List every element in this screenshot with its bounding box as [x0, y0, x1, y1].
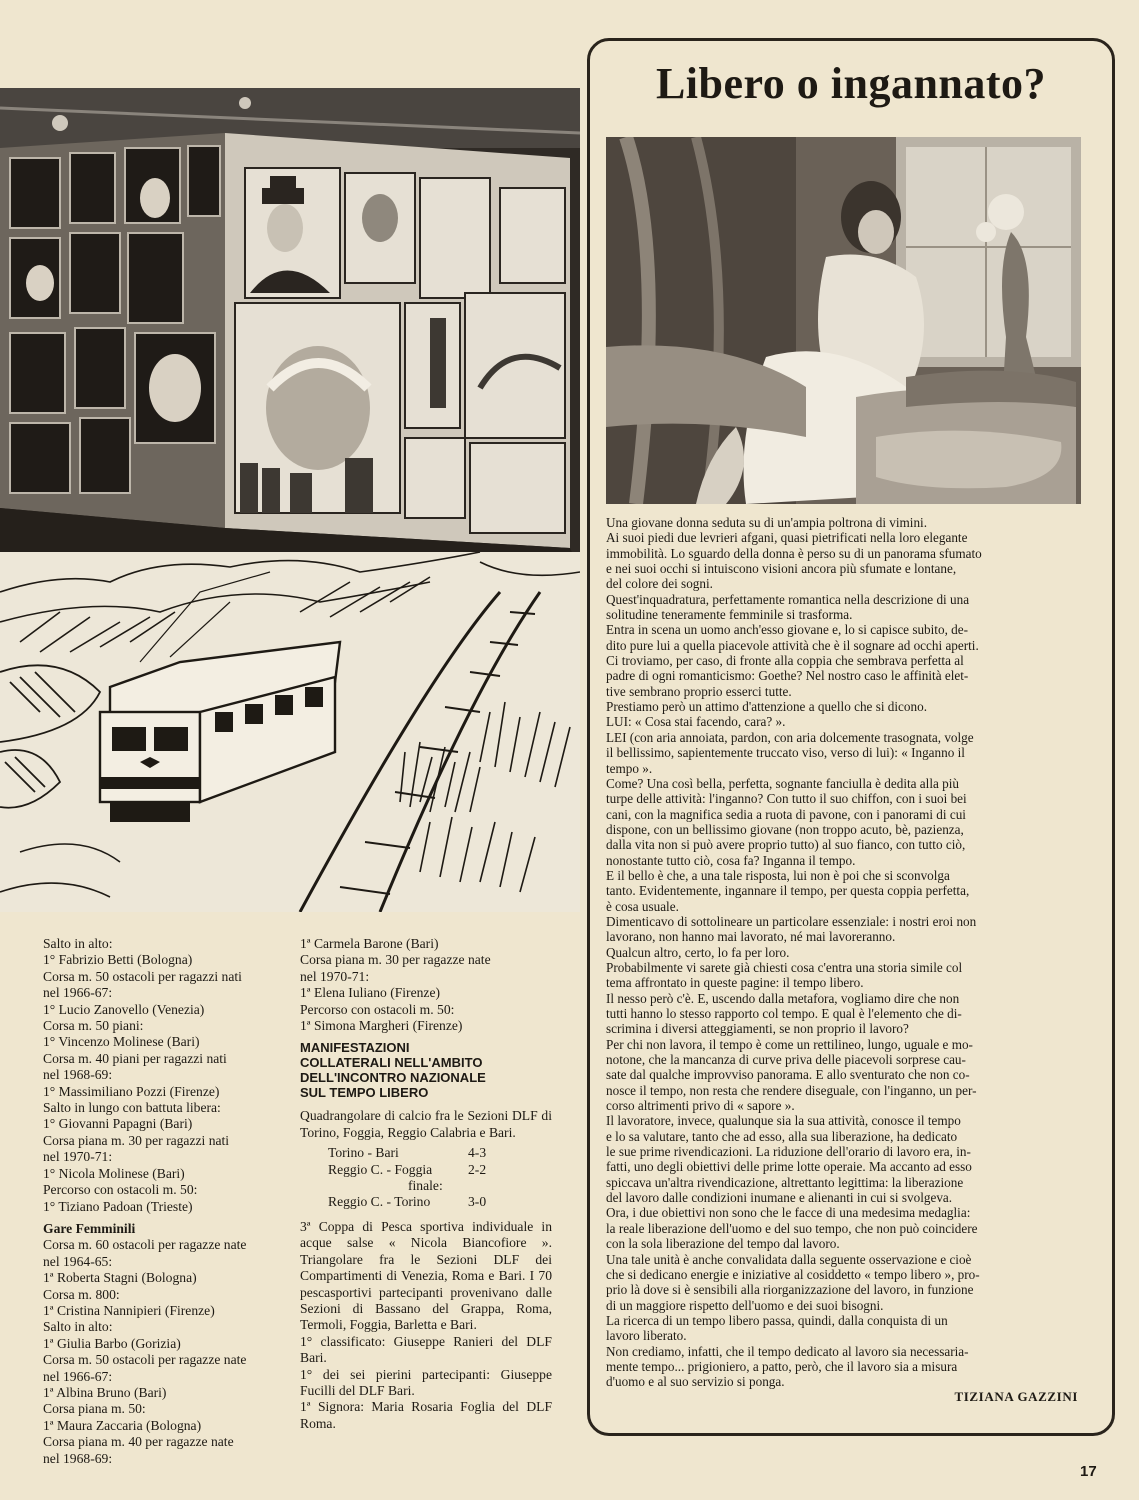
- match-score: 2-2: [468, 1161, 487, 1177]
- result-line: 1° Giovanni Papagni (Bari): [43, 1116, 193, 1132]
- result-line: nel 1968-69:: [43, 1450, 113, 1466]
- women-section-header: Gare Femminili: [43, 1220, 136, 1236]
- article-line: Ora, i due obiettivi non sono che le facce di una medesima medaglia:: [606, 1205, 971, 1221]
- result-line: 1° Nicola Molinese (Bari): [43, 1165, 185, 1181]
- article-line: Una giovane donna seduta su di un'ampia poltrona di vimini.: [606, 515, 928, 530]
- article-line: prio là dove si è sensibili alla riorganizzazione del lavoro, in funzione: [606, 1282, 974, 1298]
- winner-line: 1° classificato: Giuseppe Ranieri del DLF Bari.: [300, 1333, 552, 1366]
- article-line: le sue prime rivendicazioni. La riduzione dell'orario di lavoro era, in-: [606, 1144, 971, 1160]
- result-line: 1° Fabrizio Betti (Bologna): [43, 952, 193, 968]
- article-line: Probabilmente vi sarete già chiesti cosa c'entra una storia simile col: [606, 959, 963, 975]
- final-label: finale:: [408, 1178, 443, 1194]
- article-line: Una tale unità è anche convalidata dalla seguente osservazione e cioè: [606, 1251, 972, 1267]
- heading-line: MANIFESTAZIONI: [300, 1040, 410, 1056]
- result-line: 1ª Cristina Nannipieri (Firenze): [43, 1302, 215, 1318]
- article-line: tanto. Evidentemente, ingannare il tempo, per questa coppia perfetta,: [606, 883, 970, 899]
- article-body: [606, 515, 1081, 1390]
- article-line: d'uomo e al suo servizio si ponga.: [606, 1374, 785, 1390]
- result-line: 1° Vincenzo Molinese (Bari): [43, 1034, 200, 1050]
- article-line: padre di ogni romanticismo: Goethe? Nel nostro caso le affinità elet-: [606, 668, 969, 684]
- result-line: 1ª Simona Margheri (Firenze): [300, 1018, 463, 1034]
- article-line: tive sembrano proprio esserci tutte.: [606, 683, 792, 699]
- article-author: TIZIANA GAZZINI: [954, 1389, 1078, 1404]
- article-line: Non crediamo, infatti, che il tempo dedicato al lavoro sia necessaria-: [606, 1343, 969, 1359]
- winner-line: 1° dei sei pierini partecipanti: Giuseppe Fucilli del DLF Bari.: [300, 1366, 552, 1398]
- result-line: Corsa piana m. 30 per ragazzi nati: [43, 1132, 230, 1148]
- result-line: Corsa piana m. 40 per ragazze nate: [43, 1434, 234, 1450]
- football-intro: Quadrangolare di calcio fra le Sezioni DLF di Torino, Foggia, Reggio Calabria e Bari.: [300, 1108, 552, 1140]
- article-line: lavorano, non hanno mai lavorato, né mai lavoreranno.: [606, 929, 896, 945]
- painting-illustration: [606, 137, 1081, 504]
- article-line: LUI: « Cosa stai facendo, cara? ».: [606, 714, 786, 730]
- article-line: dispone, con un bellissimo giovane (non troppo acuto, bè, pazienza,: [606, 821, 964, 837]
- train-drawing: [0, 552, 580, 912]
- article-line: Il lavoratore, invece, qualunque sia la sua attività, conosce il tempo: [606, 1113, 961, 1129]
- result-line: 1ª Maura Zaccaria (Bologna): [43, 1417, 202, 1433]
- article-line: turpe delle attività: l'inganno? Con tutto il suo chiffon, con i suoi bei: [606, 791, 967, 807]
- result-line: nel 1966-67:: [43, 985, 113, 1001]
- match-score: 3-0: [468, 1194, 487, 1210]
- article-title: Libero o ingannato?: [655, 59, 1047, 108]
- result-line: Corsa m. 800:: [43, 1286, 120, 1302]
- match-teams: Reggio C. - Torino: [328, 1194, 431, 1210]
- bleed-through-text: [200, 2, 580, 32]
- result-line: 1ª Albina Bruno (Bari): [43, 1384, 167, 1400]
- match-teams: Reggio C. - Foggia: [328, 1161, 433, 1177]
- result-line: 1ª Elena Iuliano (Firenze): [300, 985, 441, 1001]
- result-line: nel 1966-67:: [43, 1368, 113, 1384]
- article-line: cani, con la magnifica sedia a ruota di pavone, con i panorami di cui: [606, 806, 966, 822]
- result-line: Corsa m. 60 ostacoli per ragazze nate: [43, 1237, 247, 1253]
- train-drawing-graphic: [0, 552, 580, 912]
- result-line: Percorso con ostacoli m. 50:: [300, 1001, 455, 1017]
- article-line: lavoro liberato.: [606, 1328, 687, 1344]
- article-line: Entra in scena un uomo anch'esso giovane e, lo si capisce subito, de-: [606, 622, 968, 638]
- article-line: spiccava un'altra rivendicazione, altrettanto legittima: la liberazione: [606, 1174, 964, 1190]
- article-line: nosce il tempo, non resta che rendere diseguale, con l'inganno, un per-: [606, 1082, 977, 1098]
- result-line: nel 1964-65:: [43, 1253, 113, 1269]
- article-line: Ai suoi piedi due levrieri afgani, quasi pietrificati nella loro elegante: [606, 530, 968, 546]
- article-line: e lo sa valutare, tanto che ad esso, alla sua liberazione, ha dedicato: [606, 1128, 958, 1144]
- article-line: sate dal qualche improvviso panorama. E allo sventurato che non co-: [606, 1067, 970, 1083]
- result-line: Corsa piana m. 30 per ragazze nate: [300, 952, 491, 968]
- result-line: 1° Tiziano Padoan (Trieste): [43, 1198, 193, 1214]
- result-line: Percorso con ostacoli m. 50:: [43, 1182, 198, 1198]
- article-line: solitudine teneramente femminile si trasforma.: [606, 607, 853, 623]
- article-line: di un maggiore rispetto dell'uomo e dei suoi bisogni.: [606, 1297, 884, 1313]
- result-line: Salto in alto:: [43, 1319, 113, 1335]
- article-line: dito pure lui a quella piacevole attività che è il sognare ad occhi aperti.: [606, 637, 979, 653]
- collateral-events-heading: [300, 1040, 552, 1100]
- winner-line: 1ª Signora: Maria Rosaria Foglia del DLF Roma.: [300, 1399, 552, 1431]
- result-line: Corsa m. 50 ostacoli per ragazzi nati: [43, 968, 242, 984]
- article-line: Qualcun altro, certo, lo fa per loro.: [606, 944, 790, 960]
- match-teams: Torino - Bari: [328, 1145, 399, 1161]
- article-line: il bellissimo, sapientemente truccato viso, verso di lui): « Inganno il: [606, 745, 965, 761]
- article-line: del lavoro dalle condizioni inumane e alienanti in cui si svolgeva.: [606, 1190, 953, 1206]
- match-row: [328, 1162, 552, 1178]
- article-line: Come? Una così bella, perfetta, sognante fanciulla è dedita alla più: [606, 775, 959, 791]
- results-column-1: [43, 936, 295, 1467]
- article-line: Prestiamo però un attimo d'attenzione a quello che si dicono.: [606, 699, 927, 715]
- fishing-text: 3ª Coppa di Pesca sportiva individuale in acque salse « Nicola Biancofiore ». Triangolare fra le Sezioni DLF dei Compartimenti di Venezia, Roma e Bari. I 70 pescasportivi partecipanti provenivano dalle Sezioni di Bassano del Grappa, Roma, Termoli, Foggia, Barletta e Bari.: [300, 1218, 552, 1333]
- article-line: Il nesso però c'è. E, uscendo dalla metafora, vogliamo dire che non: [606, 990, 960, 1006]
- article-line: Quest'inquadratura, perfettamente romantica nella descrizione di una: [606, 591, 970, 607]
- article-line: notone, che la mancanza di curve priva delle piacevoli sorprese cau-: [606, 1052, 966, 1068]
- article-line: LEI (con aria annoiata, pardon, con aria dolcemente trasognata, volge: [606, 729, 974, 745]
- result-line: Corsa m. 40 piani per ragazzi nati: [43, 1050, 227, 1066]
- result-line: nel 1970-71:: [43, 1149, 113, 1165]
- article-line: tema affrontato in queste pagine: il tempo libero.: [606, 975, 864, 991]
- football-results: [328, 1145, 552, 1211]
- result-line: Salto in alto:: [43, 936, 113, 951]
- results-column-2: [300, 936, 552, 1432]
- article-line: mente tempo... prigioniero, a patto, però, che il lavoro sia a misura: [606, 1358, 958, 1374]
- article-line: corso altrimenti privo di « sapore ».: [606, 1098, 795, 1114]
- article-line: tutti hanno lo stesso rapporto col tempo. E qual è l'elemento che di-: [606, 1006, 962, 1021]
- painting-graphic: [606, 137, 1081, 504]
- article-line: Per chi non lavora, il tempo è come un rettilineo, lungo, uguale e mo-: [606, 1036, 973, 1052]
- article-line: nonostante tutto ciò, cosa fa? Inganna il tempo.: [606, 852, 856, 868]
- article-line: tempo ».: [606, 760, 653, 776]
- result-line: nel 1968-69:: [43, 1067, 113, 1083]
- article-line: la reale liberazione dell'uomo e del suo tempo, che non può coincidere: [606, 1220, 978, 1236]
- article-line: La ricerca di un tempo libero passa, quindi, dalla conquista di un: [606, 1312, 948, 1328]
- article-line: che si dedicano energie e iniziative al cosiddetto « tempo libero », pro-: [606, 1266, 980, 1282]
- final-label-row: [328, 1178, 552, 1194]
- heading-line: COLLATERALI NELL'AMBITO: [300, 1055, 483, 1071]
- article-line: con la sola liberazione del tempo dal lavoro.: [606, 1236, 840, 1252]
- result-line: Corsa m. 50 piani:: [43, 1018, 144, 1034]
- article-line: e nei suoi occhi si intuiscono visioni ancora più sfumate e lontane,: [606, 561, 957, 577]
- result-line: 1ª Carmela Barone (Bari): [300, 936, 439, 951]
- heading-line: DELL'INCONTRO NAZIONALE: [300, 1070, 486, 1086]
- match-row: [328, 1194, 552, 1210]
- match-score: 4-3: [468, 1145, 487, 1161]
- result-line: Corsa m. 50 ostacoli per ragazze nate: [43, 1352, 247, 1368]
- article-line: E il bello è che, a una tale risposta, lui non è poi che si sconvolga: [606, 867, 950, 883]
- article-line: scrimina i diversi atteggiamenti, se non proprio il lavoro?: [606, 1021, 909, 1037]
- match-row: [328, 1145, 552, 1161]
- article-line: Ci troviamo, per caso, di fronte alla coppia che sembrava perfetta al: [606, 653, 964, 669]
- article-line: immobilità. Lo sguardo della donna è perso su di un panorama sfumato: [606, 545, 982, 561]
- result-line: 1° Lucio Zanovello (Venezia): [43, 1001, 205, 1017]
- exhibition-photo: [0, 88, 580, 570]
- article-line: del colore dei sogni.: [606, 576, 713, 592]
- heading-line: SUL TEMPO LIBERO: [300, 1085, 429, 1101]
- article-line: fatti, uno degli obiettivi delle prime lotte operaie. Ma accanto ad esso: [606, 1159, 972, 1175]
- article-line: Dimenticavo di sottolineare un particolare essenziale: i nostri eroi non: [606, 913, 977, 929]
- result-line: 1° Massimiliano Pozzi (Firenze): [43, 1083, 220, 1099]
- result-line: Salto in lungo con battuta libera:: [43, 1100, 221, 1116]
- article-line: è cosa usuale.: [606, 898, 679, 914]
- exhibition-photo-graphic: [0, 88, 580, 570]
- result-line: Corsa piana m. 50:: [43, 1401, 146, 1417]
- result-line: nel 1970-71:: [300, 968, 370, 984]
- page-number: 17: [1080, 1463, 1097, 1480]
- result-line: 1ª Roberta Stagni (Bologna): [43, 1270, 197, 1286]
- article-line: dalla vita non si può avere proprio tutto) al suo fianco, con tutto ciò,: [606, 837, 966, 853]
- result-line: 1ª Giulia Barbo (Gorizia): [43, 1335, 181, 1351]
